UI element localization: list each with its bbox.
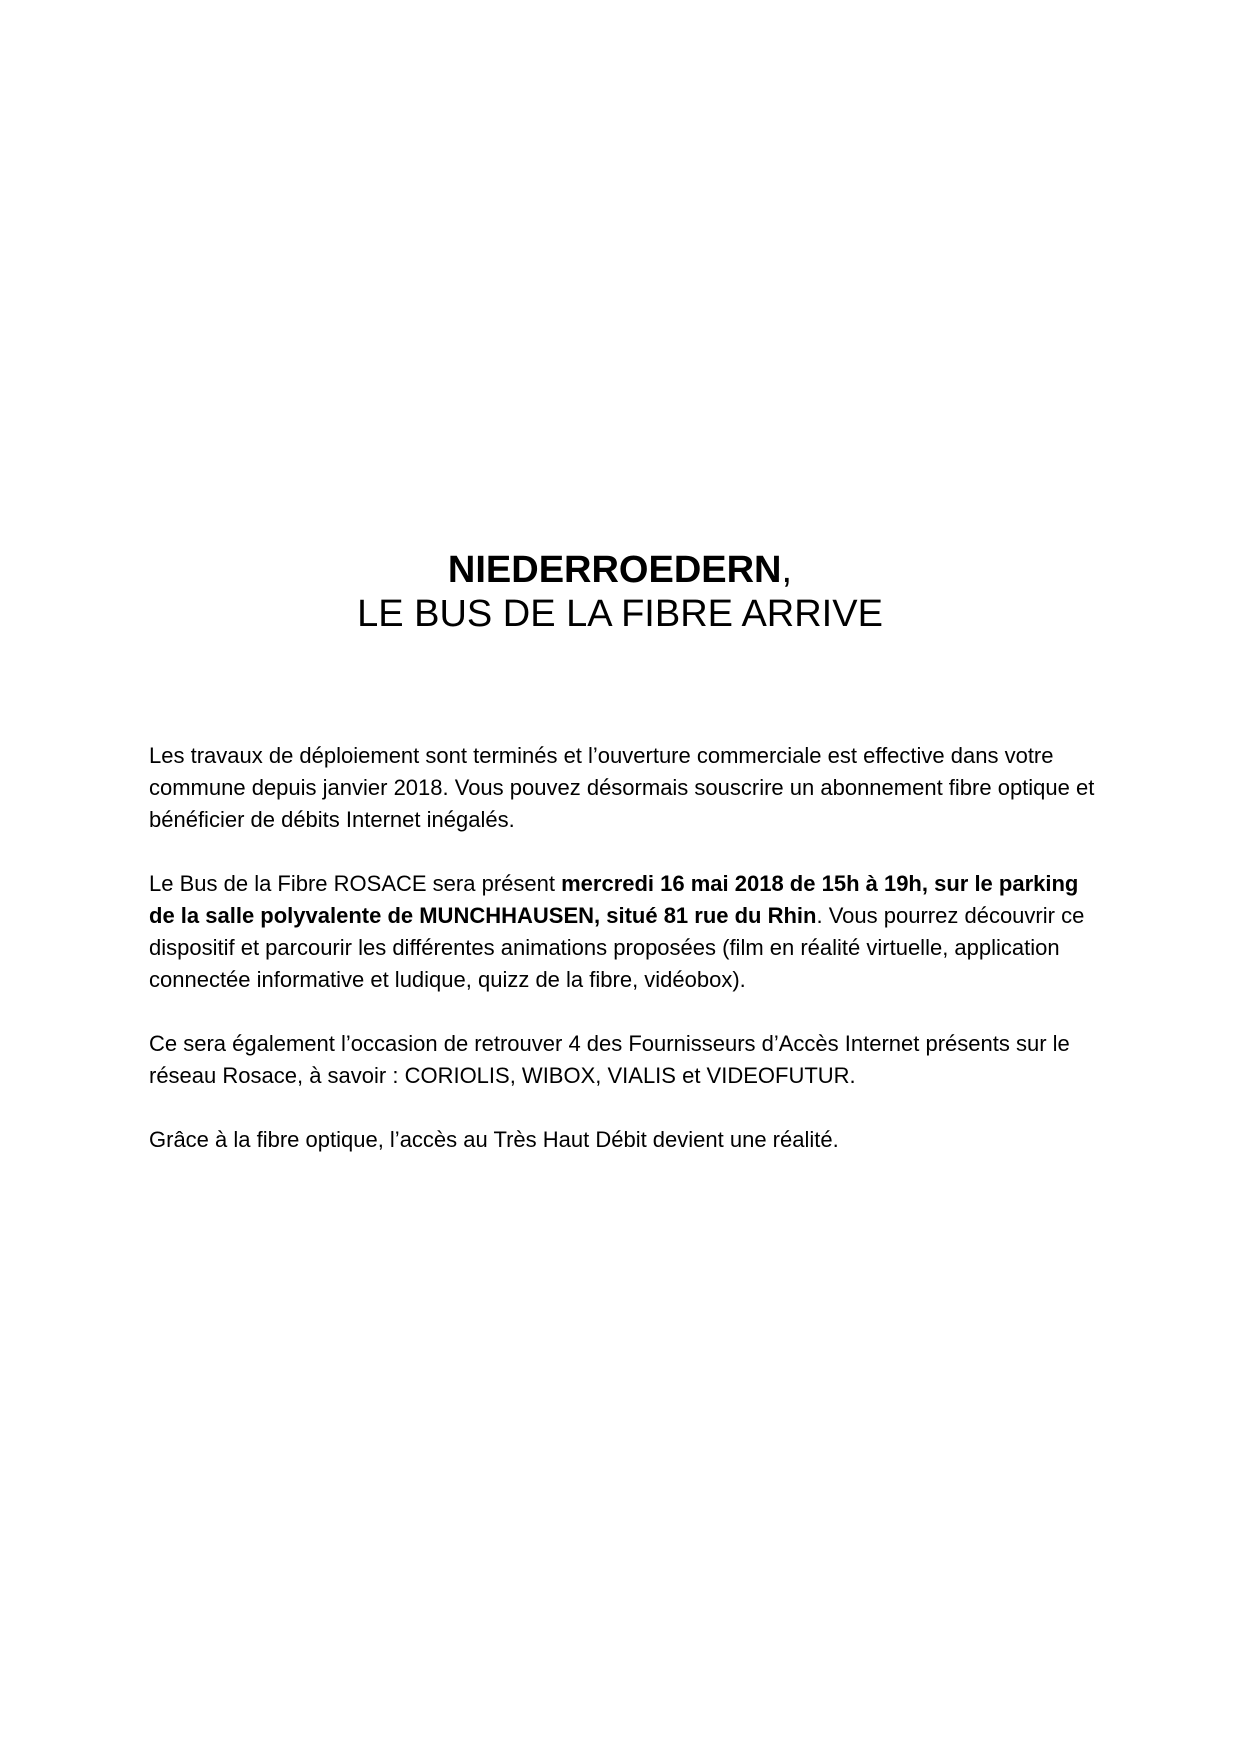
paragraph-providers: Ce sera également l’occasion de retrouver 4 des Fournisseurs d’Accès Internet présents sur le réseau Rosace, à savoir : CORIOLIS, WIBOX, VIALIS et VIDEOFUTUR. bbox=[149, 1031, 1070, 1088]
document-title bbox=[0, 548, 1240, 636]
paragraph-bus-event bbox=[149, 868, 1099, 996]
paragraph-bus-event-intro: Le Bus de la Fibre ROSACE sera présent bbox=[149, 871, 562, 896]
title-comma: , bbox=[781, 549, 793, 591]
event-date-location: mercredi 16 mai 2018 de 15h à 19h, sur le parking de la salle polyvalente de MUNCHHAUSEN, situé 81 rue du Rhin bbox=[149, 871, 1079, 928]
paragraph-conclusion: Grâce à la fibre optique, l’accès au Très Haut Débit devient une réalité. bbox=[149, 1127, 839, 1152]
paragraph-bus-event-details: . Vous pourrez découvrir ce dispositif et parcourir les différentes animations proposées (film en réalité virtuelle, application connectée informative et ludique, quizz de la fibre, vidéobox). bbox=[149, 903, 1085, 992]
title-town-text: NIEDERROEDERN bbox=[447, 549, 782, 591]
document-body bbox=[149, 740, 1099, 1156]
title-subtitle: LE BUS DE LA FIBRE ARRIVE bbox=[357, 593, 883, 635]
paragraph-deployment: Les travaux de déploiement sont terminés et l’ouverture commerciale est effective dans votre commune depuis janvier 2018. Vous pouvez désormais souscrire un abonnement fibre optique et bénéficier de débits Internet inégalés. bbox=[149, 743, 1095, 832]
title-town-name bbox=[0, 548, 1240, 592]
